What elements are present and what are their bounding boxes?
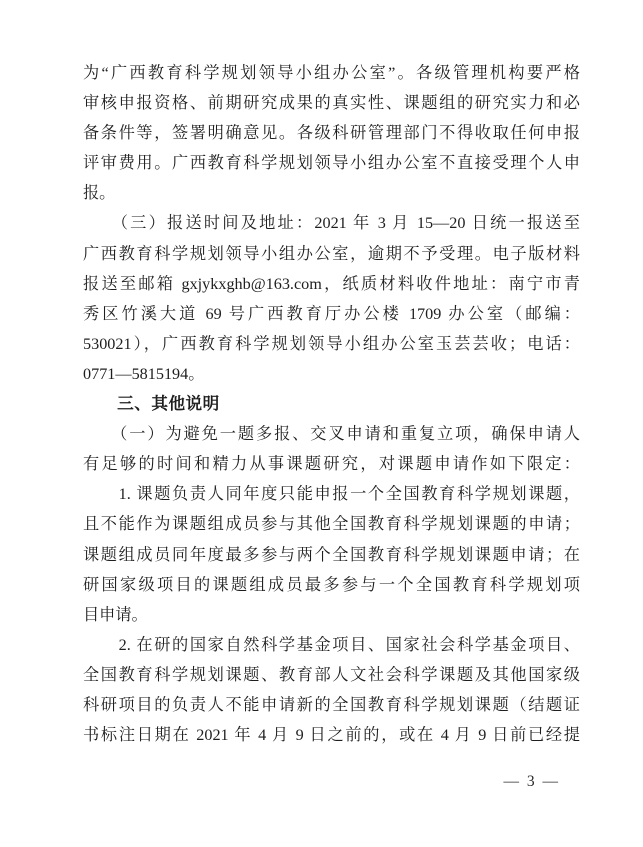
text-line: 评审费用。广西教育科学规划领导小组办公室不直接受理个人申 [83,154,580,173]
text-line: 报。 [83,184,116,203]
text-line: 三、其他说明 [83,394,220,414]
paragraph [83,208,580,389]
text-line: 目申请。 [83,605,148,624]
section-heading [83,389,580,419]
text-line: 广西教育科学规划领导小组办公室，逾期不予受理。电子版材料 [83,244,580,263]
text-line: 全国教育科学规划课题、教育部人文社会科学课题及其他国家级 [83,665,580,684]
text-line: （一）为避免一题多报、交叉申请和重复立项，确保申请人 [83,425,580,444]
paragraph [83,479,580,629]
page-number: — 3 — [503,773,560,790]
text-line: 课题组成员同年度最多参与两个全国教育科学规划课题申请；在 [83,545,580,564]
text-line: 2. 在研的国家自然科学基金项目、国家社会科学基金项目、 [83,635,580,654]
text-line: 报送至邮箱 gxjykxghb@163.com，纸质材料收件地址：南宁市青 [83,274,580,293]
text-line: 有足够的时间和精力从事课题研究，对课题申请作如下限定： [83,455,580,474]
text-line: 1. 课题负责人同年度只能申报一个全国教育科学规划课题， [83,485,580,504]
text-line: 秀区竹溪大道 69 号广西教育厅办公楼 1709 办公室（邮编： [83,304,580,323]
text-line: 备条件等，签署明确意见。各级科研管理部门不得收取任何申报 [83,124,580,143]
text-line: 书标注日期在 2021 年 4 月 9 日之前的，或在 4 月 9 日前已经提 [83,726,580,745]
document-body [83,58,580,750]
text-line: 研国家级项目的课题组成员最多参与一个全国教育科学规划项 [83,575,580,594]
paragraph [83,419,580,479]
text-line: 530021），广西教育科学规划领导小组办公室玉芸芸收；电话： [83,334,580,353]
paragraph [83,58,580,208]
text-line: 审核申报资格、前期研究成果的真实性、课题组的研究实力和必 [83,94,580,113]
text-line: 0771—5815194。 [83,364,205,383]
text-line: 为“广西教育科学规划领导小组办公室”。各级管理机构要严格 [83,64,580,82]
text-line: （三）报送时间及地址：2021 年 3 月 15—20 日统一报送至 [83,214,580,233]
text-line: 且不能作为课题组成员参与其他全国教育科学规划课题的申请； [83,515,580,534]
paragraph [83,630,580,750]
text-line: 科研项目的负责人不能申请新的全国教育科学规划课题（结题证 [83,695,580,714]
